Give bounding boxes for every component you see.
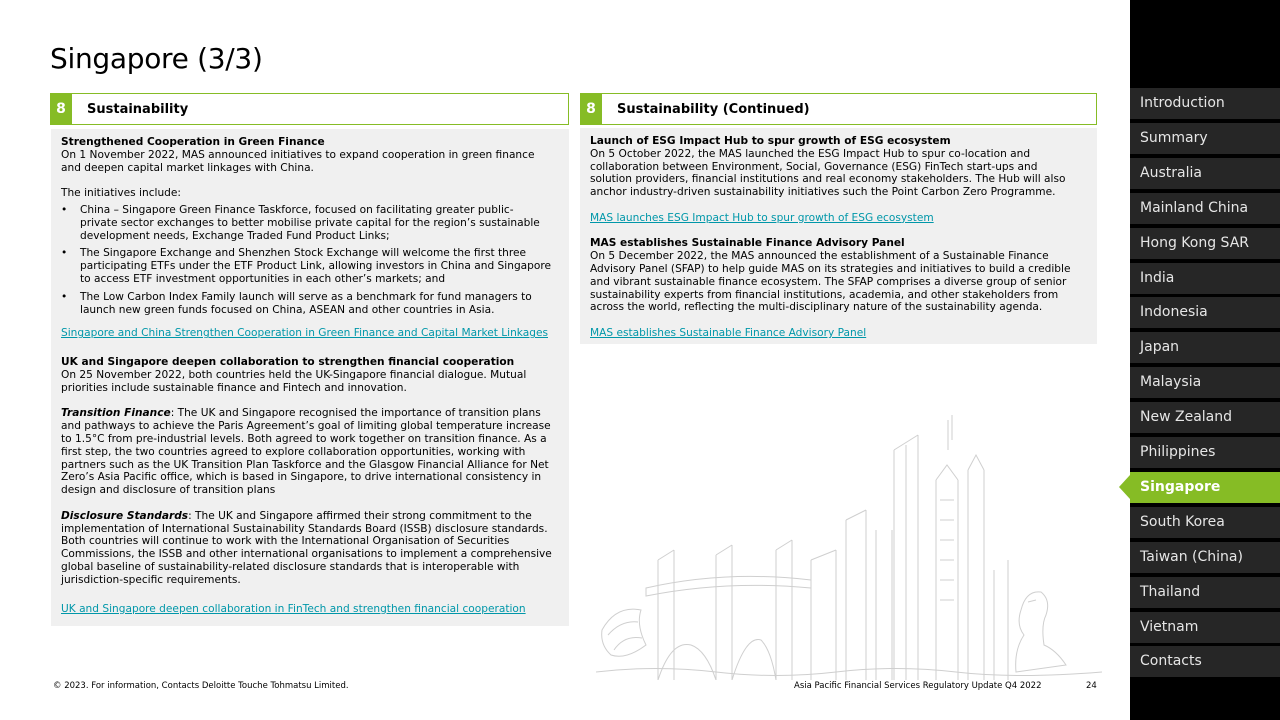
green-finance-line: and deepen capital market linkages with China. xyxy=(61,161,314,174)
uk-singapore-line: priorities include sustainable finance and Fintech and innovation. xyxy=(61,381,407,394)
text-line: collaboration between Environment, Social, Governance (ESG) FinTech start-ups and xyxy=(590,160,1038,173)
bullet-line: development needs, Exchange Traded Fund Product Links; xyxy=(80,229,390,242)
text-line: Commissions, the ISSB and other international organisations to implement a comprehensive xyxy=(61,548,552,561)
text-line: : The UK and Singapore affirmed their strong commitment to the xyxy=(188,509,532,522)
green-finance-line: On 1 November 2022, MAS announced initiatives to expand cooperation in green finance xyxy=(61,148,535,161)
right-section-header xyxy=(580,93,1097,125)
sidebar-item-vietnam[interactable]: Vietnam xyxy=(1130,612,1280,643)
bullet-line: launch new green funds focused on China, ASEAN and other countries in Asia. xyxy=(80,303,495,316)
sfap-heading: MAS establishes Sustainable Finance Advisory Panel xyxy=(590,237,905,250)
transition-finance-label: Transition Finance xyxy=(61,407,171,420)
bullet-line: participating ETFs under the ETF Product Link, allowing investors in China and Singapore xyxy=(80,260,552,273)
sidebar-item-philippines[interactable]: Philippines xyxy=(1130,437,1280,468)
sidebar-item-hong-kong-sar[interactable]: Hong Kong SAR xyxy=(1130,228,1280,259)
sfap-link[interactable]: MAS establishes Sustainable Finance Advisory Panel xyxy=(590,326,867,339)
text-line: Advisory Panel (SFAP) to help guide MAS on its strategies and initiatives to build a credible xyxy=(590,262,1071,275)
esg-hub-heading: Launch of ESG Impact Hub to spur growth of ESG ecosystem xyxy=(590,135,951,147)
sidebar-item-singapore[interactable]: Singapore xyxy=(1130,472,1280,503)
esg-hub-link[interactable]: MAS launches ESG Impact Hub to spur growth of ESG ecosystem xyxy=(590,211,934,224)
text-line: first step, the two countries agreed to explore collaboration opportunities, working with xyxy=(61,445,526,458)
list-item xyxy=(61,291,561,317)
footer-page-number: 24 xyxy=(1086,681,1097,691)
left-content-panel xyxy=(51,129,569,626)
active-nav-indicator xyxy=(1119,475,1130,499)
uk-singapore-link[interactable]: UK and Singapore deepen collaboration in FinTech and strengthen financial cooperation xyxy=(61,602,526,615)
uk-singapore-line: On 25 November 2022, both countries held the UK-Singapore financial dialogue. Mutual xyxy=(61,368,527,381)
left-section-header xyxy=(50,93,569,125)
sidebar-item-japan[interactable]: Japan xyxy=(1130,332,1280,363)
sidebar-item-contacts[interactable]: Contacts xyxy=(1130,646,1280,677)
green-finance-heading: Strengthened Cooperation in Green Finance xyxy=(61,136,325,148)
disclosure-standards-label: Disclosure Standards xyxy=(61,509,189,522)
sidebar-item-australia[interactable]: Australia xyxy=(1130,158,1280,189)
text-line: anchor industry-driven sustainability initiatives such the Point Carbon Zero Programme. xyxy=(590,186,1056,199)
disclosure-standards-para xyxy=(61,510,561,523)
sidebar-item-summary[interactable]: Summary xyxy=(1130,123,1280,154)
text-line: to 1.5°C from pre-industrial levels. Both agreed to work together on transition finance. As a xyxy=(61,432,547,445)
sidebar-item-india[interactable]: India xyxy=(1130,263,1280,294)
sidebar-item-introduction[interactable]: Introduction xyxy=(1130,88,1280,119)
text-line: On 5 December 2022, the MAS announced the establishment of a Sustainable Finance xyxy=(590,250,1049,263)
sidebar-item-taiwan-china[interactable]: Taiwan (China) xyxy=(1130,542,1280,573)
left-section-number: 8 xyxy=(50,94,72,125)
text-line: Zero’s Asia Pacific office, which is based in Singapore, to drive international consistency in xyxy=(61,471,542,484)
list-item xyxy=(61,204,561,242)
bullet-line: The Singapore Exchange and Shenzhen Stock Exchange will welcome the first three xyxy=(80,247,527,260)
footer-publication: Asia Pacific Financial Services Regulatory Update Q4 2022 xyxy=(794,681,1042,691)
text-line: and vibrant sustainable finance ecosystem. The SFAP comprises a diverse group of senior xyxy=(590,275,1067,288)
footer-copyright: © 2023. For information, Contacts Deloitte Touche Tohmatsu Limited. xyxy=(53,681,349,691)
right-section-title: Sustainability (Continued) xyxy=(617,101,810,117)
sidebar-item-malaysia[interactable]: Malaysia xyxy=(1130,367,1280,398)
text-line: across the world, reflecting the multi-disciplinary nature of the sustainability agenda. xyxy=(590,301,1043,314)
initiatives-list xyxy=(61,204,561,316)
initiatives-intro: The initiatives include: xyxy=(61,187,181,200)
sidebar-item-new-zealand[interactable]: New Zealand xyxy=(1130,402,1280,433)
text-line: partners such as the UK Transition Plan Taskforce and the Glasgow Financial Alliance for Net xyxy=(61,458,549,471)
text-line: and pathways to achieve the Paris Agreement’s goal of limiting global temperature increase xyxy=(61,420,551,433)
text-line: design and disclosure of transition plans xyxy=(61,484,276,497)
text-line: sustainability experts from financial institutions, academia, and other stakeholders from xyxy=(590,288,1059,301)
bullet-line: China – Singapore Green Finance Taskforce, focused on facilitating greater public- xyxy=(80,203,514,216)
text-line: jurisdiction-specific requirements. xyxy=(61,573,241,586)
bullet-line: to access ETF investment opportunities in each other’s markets; and xyxy=(80,272,446,285)
left-section-title: Sustainability xyxy=(87,101,189,117)
sidebar-item-mainland-china[interactable]: Mainland China xyxy=(1130,193,1280,224)
uk-singapore-heading: UK and Singapore deepen collaboration to strengthen financial cooperation xyxy=(61,356,515,369)
transition-finance-para xyxy=(61,407,561,420)
right-section-number: 8 xyxy=(580,94,602,125)
page-title: Singapore (3/3) xyxy=(50,42,263,75)
list-item xyxy=(61,247,561,285)
text-line: Both countries will continue to work with the International Organisation of Securities xyxy=(61,535,510,548)
text-line: global baseline of sustainability-related disclosure standards that is interoperable with xyxy=(61,560,520,573)
text-line: : The UK and Singapore recognised the importance of transition plans xyxy=(170,407,541,420)
singapore-skyline-illustration xyxy=(596,410,1102,680)
bullet-line: private sector exchanges to better mobilise private capital for the region’s sustainable xyxy=(80,216,540,229)
sidebar-item-south-korea[interactable]: South Korea xyxy=(1130,507,1280,538)
right-content-panel xyxy=(580,128,1097,344)
text-line: solution providers, financial institutions and real economy stakeholders. The Hub will also xyxy=(590,173,1066,186)
sidebar-item-thailand[interactable]: Thailand xyxy=(1130,577,1280,608)
text-line: On 5 October 2022, the MAS launched the ESG Impact Hub to spur co-location and xyxy=(590,147,1031,160)
green-finance-link[interactable]: Singapore and China Strengthen Cooperation in Green Finance and Capital Market Linkages xyxy=(61,327,548,340)
text-line: implementation of International Sustainability Standards Board (ISSB) disclosure standards. xyxy=(61,522,548,535)
bullet-line: The Low Carbon Index Family launch will serve as a benchmark for fund managers to xyxy=(80,290,532,303)
sidebar-item-indonesia[interactable]: Indonesia xyxy=(1130,297,1280,328)
